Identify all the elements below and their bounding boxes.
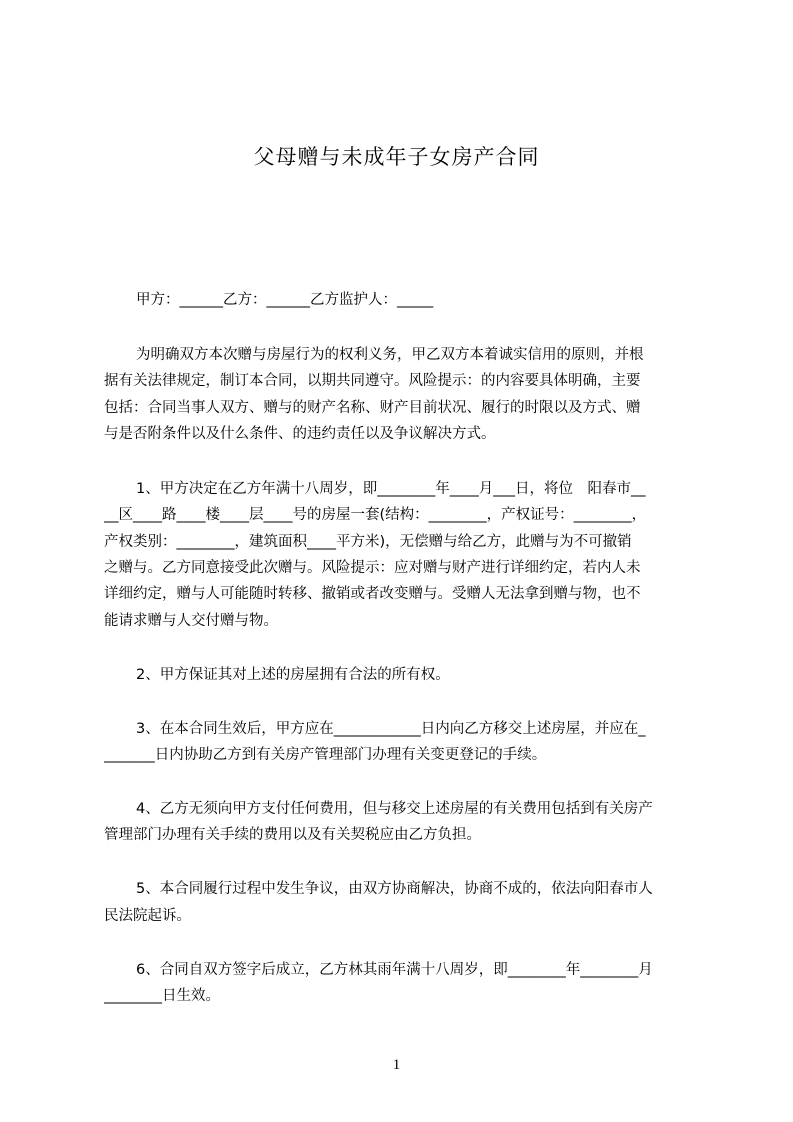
clause-line: 1、甲方决定在乙方年满十八周岁，即________年____月___日，将位 阳春市__ [136, 481, 646, 497]
intro-line: 据有关法律规定，制订本合同，以期共同遵守。风险提示：的内容要具体明确，主要 [104, 373, 641, 389]
page-title: 父母赠与未成年子女房产合同 [253, 145, 540, 169]
clause-line: 能请求赠与人交付赠与物。 [104, 613, 278, 629]
clause-line: 产权类别：________，建筑面积____平方米)，无偿赠与给乙方，此赠与为不可撤销 [104, 534, 632, 550]
clause-line: 之赠与。乙方同意接受此次赠与。风险提示：应对赠与财产进行详细约定，若内人未 [104, 560, 641, 576]
clause-line: 3、在本合同生效后，甲方应在____________日内向乙方移交上述房屋，并应在_ [136, 721, 646, 737]
clause-line: 2、甲方保证其对上述的房屋拥有合法的所有权。 [136, 667, 450, 683]
clause-line: ________日生效。 [104, 988, 220, 1004]
clause-line: 5、本合同履行过程中发生争议，由双方协商解决，协商不成的，依法向阳春市人 [136, 881, 653, 897]
page-number: 1 [392, 1057, 401, 1073]
clause-line: __区____路____楼____层____号的房屋一套(结构：________，产权证号：________， [104, 507, 647, 523]
clause-line: 民法院起诉。 [104, 908, 191, 924]
clause-line: 管理部门办理有关手续的费用以及有关契税应由乙方负担。 [104, 827, 481, 843]
parties-line: 甲方：______乙方：______乙方监护人：_____ [136, 292, 434, 308]
clause-line: 详细约定，赠与人可能随时转移、撤销或者改变赠与。受赠人无法拿到赠与物，也不 [104, 586, 641, 602]
intro-line: 包括：合同当事人双方、赠与的财产名称、财产目前状况、履行的时限以及方式、赠 [104, 400, 641, 416]
intro-line: 与是否附条件以及什么条件、的违约责任以及争议解决方式。 [104, 426, 496, 442]
intro-line: 为明确双方本次赠与房屋行为的权利义务，甲乙双方本着诚实信用的原则，并根 [136, 347, 644, 363]
clause-line: _______日内协助乙方到有关房产管理部门办理有关变更登记的手续。 [104, 747, 547, 763]
clause-line: 4、乙方无须向甲方支付任何费用，但与移交上述房屋的有关费用包括到有关房产 [136, 801, 653, 817]
clause-line: 6、合同自双方签字后成立，乙方林其雨年满十八周岁，即________年________月 [136, 962, 653, 978]
